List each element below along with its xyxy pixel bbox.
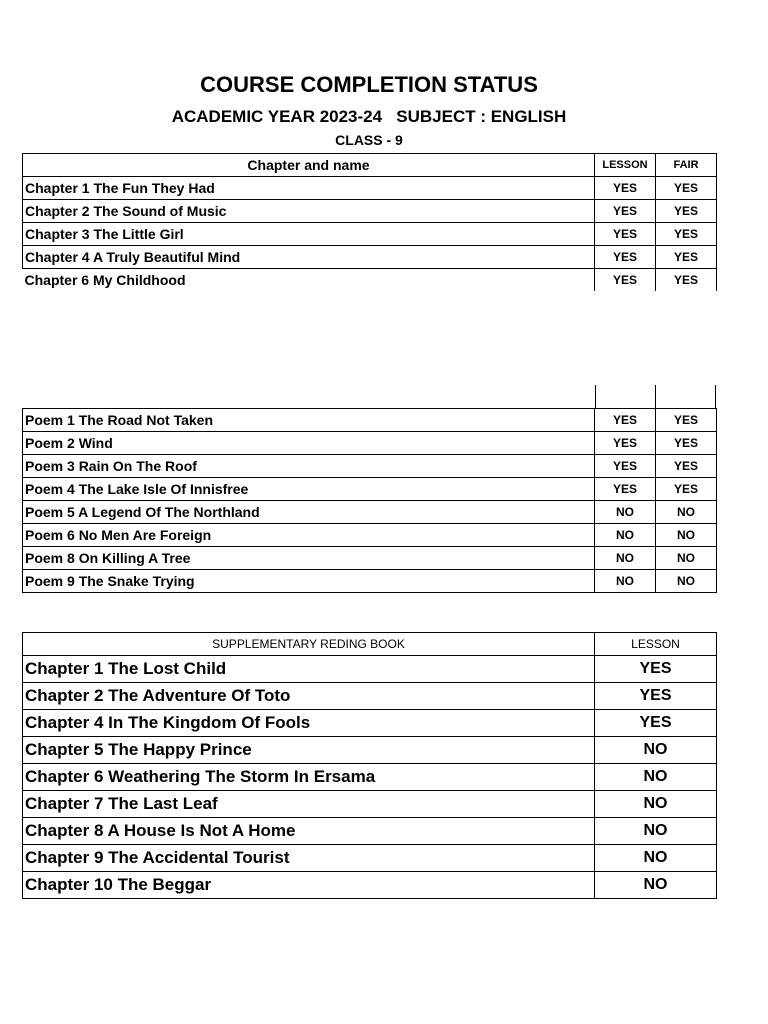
lesson-status: NO xyxy=(595,845,717,872)
lesson-status: NO xyxy=(595,570,656,593)
fair-status: YES xyxy=(656,455,717,478)
chapter-name: Chapter 10 The Beggar xyxy=(23,872,595,899)
fair-status: NO xyxy=(656,524,717,547)
fair-status: YES xyxy=(656,432,717,455)
page-title: COURSE COMPLETION STATUS xyxy=(200,72,538,97)
table-row xyxy=(23,791,717,818)
table-row xyxy=(23,737,717,764)
chapter-name: Chapter 8 A House Is Not A Home xyxy=(23,818,595,845)
lesson-status: YES xyxy=(595,710,717,737)
fair-status: NO xyxy=(656,547,717,570)
poem-name: Poem 2 Wind xyxy=(23,432,595,455)
header-lesson: LESSON xyxy=(595,154,656,177)
chapter-name: Chapter 1 The Fun They Had xyxy=(23,177,595,200)
header-chapter-name: Chapter and name xyxy=(23,154,595,177)
lesson-status: NO xyxy=(595,501,656,524)
fair-status: YES xyxy=(656,269,717,292)
lesson-status: NO xyxy=(595,872,717,899)
table-row xyxy=(23,432,717,455)
table-row xyxy=(23,246,717,269)
fair-status: NO xyxy=(656,570,717,593)
table-row xyxy=(23,455,717,478)
poem-name: Poem 6 No Men Are Foreign xyxy=(23,524,595,547)
divider xyxy=(595,385,596,408)
chapter-name: Chapter 6 My Childhood xyxy=(23,269,595,292)
table-row xyxy=(23,845,717,872)
chapter-name: Chapter 6 Weathering The Storm In Ersama xyxy=(23,764,595,791)
chapter-name: Chapter 3 The Little Girl xyxy=(23,223,595,246)
table-row xyxy=(23,478,717,501)
chapter-name: Chapter 2 The Adventure Of Toto xyxy=(23,683,595,710)
lesson-status: YES xyxy=(595,246,656,269)
chapter-name: Chapter 9 The Accidental Tourist xyxy=(23,845,595,872)
header-lesson: LESSON xyxy=(595,633,717,656)
table-row xyxy=(23,570,717,593)
fair-status: YES xyxy=(656,200,717,223)
fair-status: YES xyxy=(656,478,717,501)
lesson-status: YES xyxy=(595,683,717,710)
table-row xyxy=(23,764,717,791)
table-row xyxy=(23,501,717,524)
header-book-name: SUPPLEMENTARY REDING BOOK xyxy=(23,633,595,656)
lesson-status: YES xyxy=(595,200,656,223)
supplementary-reading-table xyxy=(22,632,717,899)
table-row xyxy=(23,200,717,223)
poem-name: Poem 1 The Road Not Taken xyxy=(23,409,595,432)
fair-status: NO xyxy=(656,501,717,524)
column-continuation-lines xyxy=(595,385,716,408)
chapter-name: Chapter 1 The Lost Child xyxy=(23,656,595,683)
lesson-status: NO xyxy=(595,524,656,547)
table-row xyxy=(23,872,717,899)
table-row xyxy=(23,547,717,570)
table-header-row xyxy=(23,633,717,656)
chapter-name: Chapter 5 The Happy Prince xyxy=(23,737,595,764)
page-subtitle: ACADEMIC YEAR 2023-24 SUBJECT : ENGLISH xyxy=(171,107,567,126)
lesson-status: YES xyxy=(595,656,717,683)
table-row xyxy=(23,683,717,710)
chapter-name: Chapter 4 A Truly Beautiful Mind xyxy=(23,246,595,269)
lesson-status: YES xyxy=(595,478,656,501)
poem-name: Poem 5 A Legend Of The Northland xyxy=(23,501,595,524)
poem-name: Poem 8 On Killing A Tree xyxy=(23,547,595,570)
table-row xyxy=(23,223,717,246)
chapter-name: Chapter 2 The Sound of Music xyxy=(23,200,595,223)
fair-status: YES xyxy=(656,223,717,246)
table-header-row xyxy=(23,154,717,177)
table-row xyxy=(23,524,717,547)
lesson-status: NO xyxy=(595,737,717,764)
poem-name: Poem 4 The Lake Isle Of Innisfree xyxy=(23,478,595,501)
fair-status: YES xyxy=(656,246,717,269)
divider xyxy=(715,385,716,408)
table-row xyxy=(23,269,717,292)
lesson-status: NO xyxy=(595,764,717,791)
fair-status: YES xyxy=(656,409,717,432)
prose-status-table xyxy=(22,153,717,291)
table-row xyxy=(23,177,717,200)
poem-name: Poem 9 The Snake Trying xyxy=(23,570,595,593)
table-row xyxy=(23,710,717,737)
lesson-status: YES xyxy=(595,455,656,478)
table-row xyxy=(23,656,717,683)
chapter-name: Chapter 4 In The Kingdom Of Fools xyxy=(23,710,595,737)
lesson-status: NO xyxy=(595,818,717,845)
chapter-name: Chapter 7 The Last Leaf xyxy=(23,791,595,818)
divider xyxy=(655,385,656,408)
table-row xyxy=(23,409,717,432)
lesson-status: NO xyxy=(595,791,717,818)
lesson-status: YES xyxy=(595,223,656,246)
lesson-status: YES xyxy=(595,177,656,200)
poems-status-table xyxy=(22,408,717,593)
poem-name: Poem 3 Rain On The Roof xyxy=(23,455,595,478)
lesson-status: NO xyxy=(595,547,656,570)
lesson-status: YES xyxy=(595,409,656,432)
table-row xyxy=(23,818,717,845)
header-fair: FAIR xyxy=(656,154,717,177)
fair-status: YES xyxy=(656,177,717,200)
lesson-status: YES xyxy=(595,432,656,455)
class-label: CLASS - 9 xyxy=(335,132,403,148)
lesson-status: YES xyxy=(595,269,656,292)
